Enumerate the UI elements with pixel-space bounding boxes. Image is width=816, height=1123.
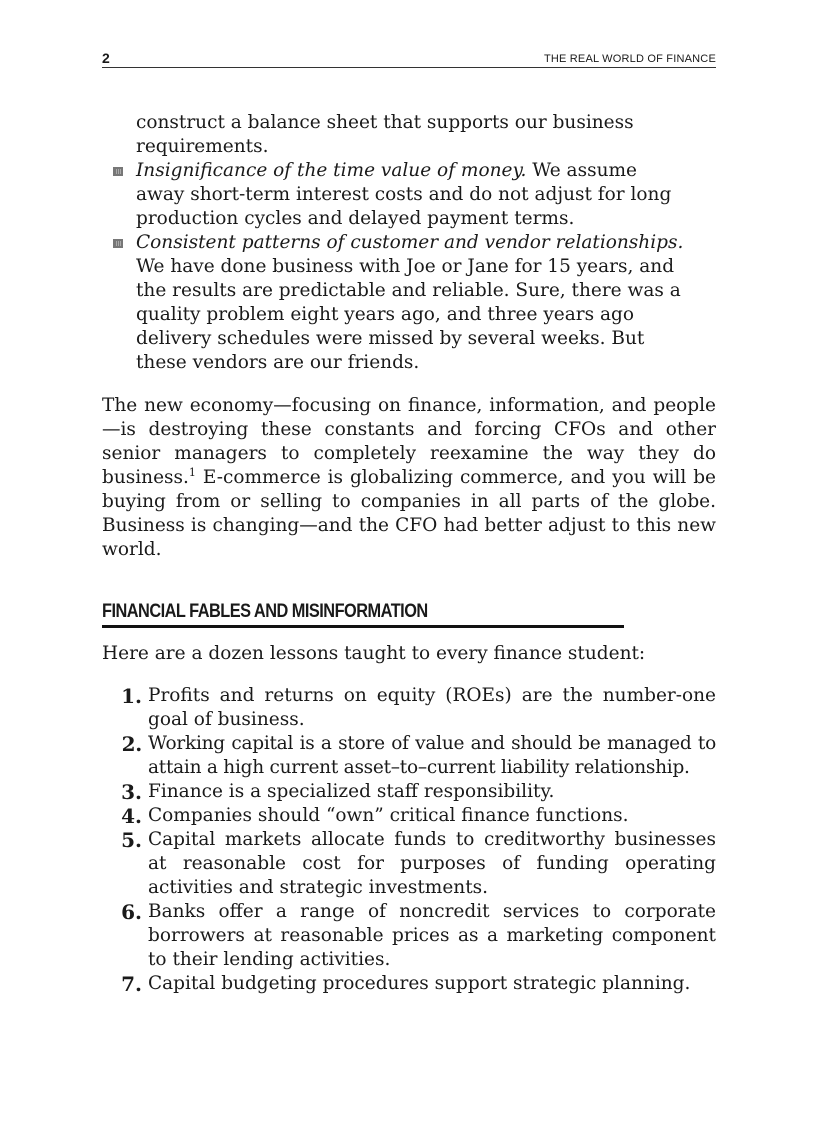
bullet-first-line xyxy=(136,159,716,183)
bullet-text: quality problem eight years ago, and three years ago xyxy=(136,304,634,325)
bullet-text: away short-term interest costs and do not adjust for long xyxy=(136,184,672,205)
list-item xyxy=(102,828,716,900)
list-item-text: Companies should “own” critical finance functions. xyxy=(148,805,629,826)
list-item xyxy=(102,780,716,804)
list-number: 7. xyxy=(121,972,142,996)
bullet-lead: Insignificance of the time value of money. xyxy=(136,160,527,181)
list-item xyxy=(102,732,716,780)
paragraph-text: E-commerce is globalizing commerce, and you will be buying from or selling to companies in all parts of the globe. Business is changing—and the CFO had better adjust to this new world. xyxy=(102,467,716,560)
square-bullet-icon xyxy=(113,167,123,176)
list-item xyxy=(102,804,716,828)
list-number: 3. xyxy=(121,780,142,804)
bullet-text: We assume xyxy=(526,160,637,181)
footnote-reference[interactable]: 1 xyxy=(188,466,196,479)
book-title: THE REAL WORLD OF FINANCE xyxy=(543,53,716,65)
bullet-first-line xyxy=(136,231,716,255)
continued-line: construct a balance sheet that supports our business xyxy=(136,112,634,133)
page-number: 2 xyxy=(102,50,110,66)
bullet-text: the results are predictable and reliable. Sure, there was a xyxy=(136,280,681,301)
list-item-text: Working capital is a store of value and should be managed to attain a high current asset–to–current liability relationship. xyxy=(148,733,716,778)
list-number: 6. xyxy=(121,900,142,924)
list-item xyxy=(102,972,716,996)
list-item-text: Profits and returns on equity (ROEs) are the number-one goal of business. xyxy=(148,685,716,730)
body-paragraph xyxy=(102,394,716,562)
running-head xyxy=(102,49,716,68)
bullet-lead: Consistent patterns of customer and vendor relationships. xyxy=(136,232,684,253)
bullet-list xyxy=(102,111,716,375)
list-item xyxy=(102,684,716,732)
list-number: 4. xyxy=(121,804,142,828)
square-bullet-icon xyxy=(113,239,123,248)
section-heading xyxy=(102,598,624,628)
list-item xyxy=(102,900,716,972)
list-number: 1. xyxy=(121,684,142,708)
list-item-text: Banks offer a range of noncredit services to corporate borrowers at reasonable prices as a marketing component to their lending activities. xyxy=(148,901,716,970)
bullet-text: these vendors are our friends. xyxy=(136,352,420,373)
section-heading-text: FINANCIAL FABLES AND MISINFORMATION xyxy=(102,601,428,622)
list-item-text: Capital markets allocate funds to creditworthy businesses at reasonable cost for purposes of funding operating activities and strategic investments. xyxy=(148,829,716,898)
list-item-text: Finance is a specialized staff responsibility. xyxy=(148,781,555,802)
bullet-text: production cycles and delayed payment terms. xyxy=(136,208,575,229)
bullet-item-time-value xyxy=(102,159,716,231)
lessons-list xyxy=(102,684,716,996)
list-number: 2. xyxy=(121,732,142,756)
list-number: 5. xyxy=(121,828,142,852)
section-intro: Here are a dozen lessons taught to every finance student: xyxy=(102,643,646,664)
list-item-text: Capital budgeting procedures support strategic planning. xyxy=(148,973,691,994)
bullet-item-relationships xyxy=(102,231,716,375)
paragraph-text: The new economy—focusing on finance, information, and people—is destroying these constants and forcing CFOs and other senior managers to completely reexamine the way they do business. xyxy=(102,395,716,488)
bullet-text: delivery schedules were missed by several weeks. But xyxy=(136,328,645,349)
continued-line: requirements. xyxy=(136,136,269,157)
bullet-text: We have done business with Joe or Jane for 15 years, and xyxy=(136,256,675,277)
